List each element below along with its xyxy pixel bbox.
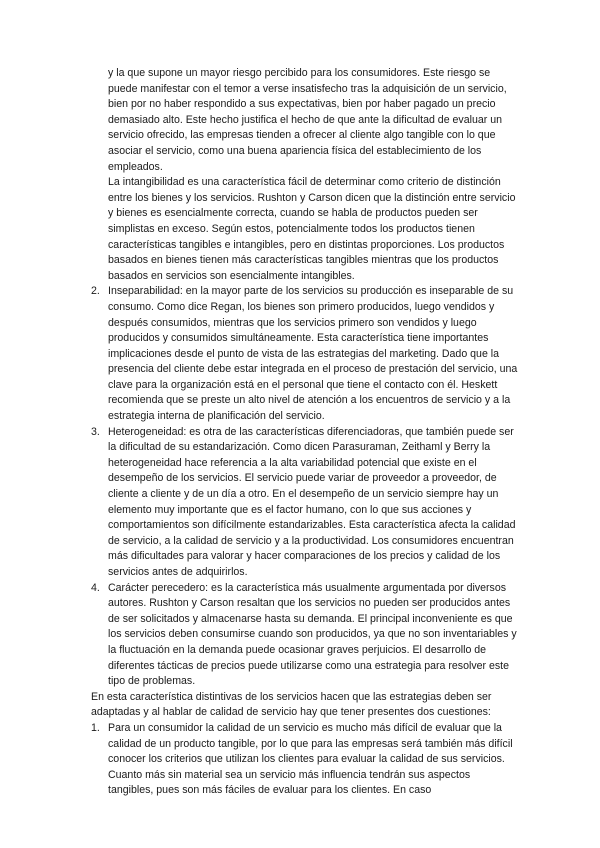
list-item-text: Inseparabilidad: en la mayor parte de los servicios su producción es inseparable de su consumo. Como dice Regan, los bienes son primero producidos, luego vendidos y después consumidos, mientras que los servicios primero son vendidos y luego producidos y consumidos simultáneamente. Esta característica tiene importantes implicaciones desde el punto de vista de las estrategias del marketing. Dado que la presencia del cliente debe estar integrada en el proceso de prestación del servicio, una clave para la organización está en el personal que tiene el contacto con él. Heskett recomienda que se preste un alto nivel de atención a los encuentros de servicio y a la estrategia interna de planificación del servicio. xyxy=(108,285,518,423)
list-number: 3. xyxy=(91,425,100,438)
document-body xyxy=(0,66,600,799)
list-number: 2. xyxy=(91,285,100,298)
list-item-consumer-quality xyxy=(91,721,518,799)
list-item-text: Carácter perecedero: es la característica más usualmente argumentada por diversos autores. Rushton y Carson resaltan que los servicios no pueden ser producidos antes de ser solicitados y almacenarse hasta su demanda. El principal inconveniente es que los servicios deben consumirse cuando son producidos, ya que no son inventariables y la fluctuación en la demanda puede ocasionar graves perjuicios. El desarrollo de diferentes tácticas de precios puede utilizarse como una estrategia para resolver este tipo de problemas. xyxy=(108,581,517,688)
list-number: 4. xyxy=(91,581,100,594)
list-item-caracter-perecedero xyxy=(91,581,520,690)
list-item-text: Heterogeneidad: es otra de las características diferenciadoras, que también puede ser la dificultad de su estandarización. Como dicen Parasuraman, Zeithaml y Berry la heterogeneidad hace referencia a la alta variabilidad potencial que existe en el desempeño de los servicios. El servicio puede variar de proveedor a proveedor, de cliente a cliente y de un día a otro. En el desempeño de un servicio siempre hay un elemento muy importante que es el factor humano, con lo que sus acciones y comportamientos son difícilmente estandarizables. Esta característica afecta la calidad de servicio, a la calidad de servicio y a la productividad. Los consumidores encuentran más dificultades para valorar y hacer comparaciones de los precios y calidad de los servicios antes de adquirirlos. xyxy=(108,425,516,578)
list-item-text: Para un consumidor la calidad de un servicio es mucho más difícil de evaluar que la calidad de un producto tangible, por lo que para las empresas será también más difícil conocer los criterios que utilizan los clientes para evaluar la calidad de sus servicios. Cuanto más sin material sea un servicio más influencia tendrán sus aspectos tangibles, pues son más fáciles de evaluar para los clientes. En caso xyxy=(108,721,513,797)
list-item-heterogeneidad xyxy=(91,425,520,581)
paragraph-risk: y la que supone un mayor riesgo percibido para los consumidores. Este riesgo se puede manifestar con el temor a verse insatisfecho tras la adquisición de un servicio, bien por no haber respondido a sus expectativas, bien por haber pagado un precio demasiado alto. Este hecho justifica el hecho de que ante la dificultad de evaluar un servicio ofrecido, las empresas tienden a ofrecer al cliente algo tangible con lo que asociar el servicio, como una buena apariencia física del establecimiento de los empleados. xyxy=(108,67,507,173)
paragraph-strategies: En esta característica distintivas de los servicios hacen que las estrategias deben ser adaptadas y al hablar de calidad de servicio hay que tener presentes dos cuestiones: xyxy=(91,690,492,719)
list-item-inseparabilidad xyxy=(91,284,520,424)
paragraph-intangibility: La intangibilidad es una característica fácil de determinar como criterio de distinción entre los bienes y los servicios. Rushton y Carson dicen que la distinción entre servicio y bienes es esencialmente correcta, cuando se habla de productos pueden ser simplistas en exceso. Según estos, potencialmente todos los productos tienen características tangibles e intangibles, pero en distintas proporciones. Los productos basados en bienes tienen más características tangibles mientras que los productos basados en servicios son esencialmente intangibles. xyxy=(108,176,516,282)
list-number: 1. xyxy=(91,721,100,734)
